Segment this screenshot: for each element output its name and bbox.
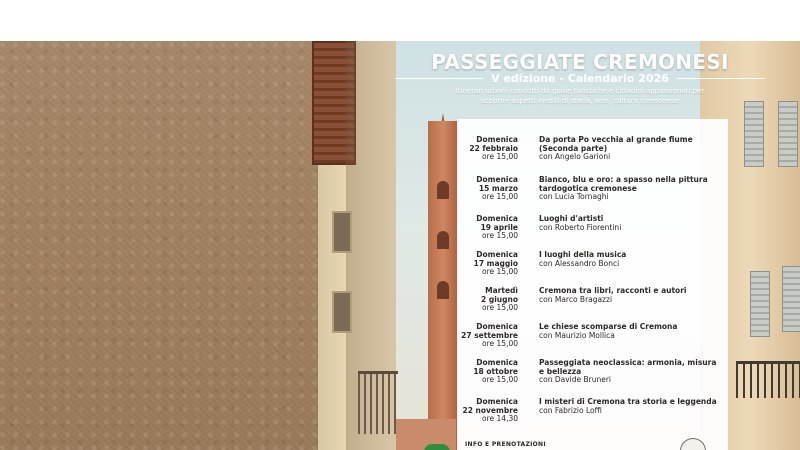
event-day: Martedì bbox=[485, 286, 518, 295]
event-date: 15 marzo bbox=[478, 183, 518, 193]
event-guide: con Marco Bragazzi bbox=[539, 294, 613, 304]
event-guide: con Lucia Tornaghi bbox=[539, 192, 609, 201]
event-details bbox=[539, 251, 719, 268]
balcony-railing bbox=[736, 361, 800, 398]
event-day: Domenica bbox=[476, 135, 518, 144]
torrazzo-tower bbox=[428, 121, 458, 450]
event-date: 18 ottobre bbox=[473, 366, 518, 376]
event-time: ore 15,00 bbox=[482, 267, 518, 276]
event-details bbox=[539, 176, 719, 202]
event-date: 17 maggio bbox=[473, 258, 518, 268]
event-details bbox=[539, 323, 719, 340]
tower-arch bbox=[437, 231, 449, 249]
event-day: Domenica bbox=[476, 214, 518, 223]
window-shutter bbox=[750, 271, 770, 337]
building-window bbox=[332, 291, 352, 333]
window-shutter bbox=[744, 101, 764, 167]
event-when bbox=[457, 251, 518, 277]
event-details bbox=[539, 215, 719, 232]
event-guide: con Davide Bruneri bbox=[539, 375, 612, 384]
divider-line bbox=[395, 78, 483, 79]
event-time: ore 15,00 bbox=[482, 303, 518, 312]
event-day: Domenica bbox=[476, 322, 518, 331]
event-title: I misteri di Cremona tra storia e leggenda bbox=[539, 397, 717, 406]
event-when bbox=[457, 215, 518, 241]
event-time: ore 15,00 bbox=[482, 339, 518, 348]
event-date: 22 febbraio bbox=[469, 143, 518, 153]
event-time: ore 15,00 bbox=[482, 231, 518, 240]
tower-arch bbox=[437, 181, 449, 199]
event-time: ore 14,30 bbox=[482, 414, 518, 423]
left-building bbox=[318, 41, 396, 450]
event-time: ore 15,00 bbox=[482, 152, 518, 161]
divider-line bbox=[677, 78, 765, 79]
window-shutter bbox=[782, 266, 800, 332]
event-when bbox=[457, 359, 518, 385]
event-guide: con Roberto Fiorentini bbox=[539, 222, 622, 232]
poster-title: PASSEGGIATE CREMONESI bbox=[431, 50, 729, 74]
event-guide: con Alessandro Bonci bbox=[539, 258, 620, 268]
poster-subtitle-row bbox=[395, 70, 765, 86]
event-time: ore 15,00 bbox=[482, 192, 518, 201]
event-when bbox=[457, 287, 518, 313]
building-window bbox=[332, 211, 352, 253]
event-title: I luoghi della musica bbox=[539, 250, 627, 259]
event-date: 27 settembre bbox=[461, 330, 518, 340]
window-shutter bbox=[778, 101, 798, 167]
event-title: Cremona tra libri, racconti e autori bbox=[539, 286, 687, 295]
schedule-card bbox=[457, 119, 728, 450]
poster-intro bbox=[430, 87, 730, 106]
event-time: ore 15,00 bbox=[482, 375, 518, 384]
event-guide: con Angelo Garioni bbox=[539, 152, 611, 161]
event-title: Da porta Po vecchia al grande fiume (Seconda parte) bbox=[539, 135, 693, 153]
event-title: Luoghi d'artisti bbox=[539, 214, 604, 223]
intro-line: Itinerari urbani condotti da guide turistiche e cittadini appassionati per bbox=[455, 87, 705, 95]
sponsor-logo bbox=[424, 444, 450, 450]
poster-subtitle: V edizione - Calendario 2026 bbox=[491, 71, 669, 85]
info-label: INFO E PRENOTAZIONI bbox=[465, 441, 546, 448]
event-date: 22 novembre bbox=[462, 405, 518, 415]
event-when bbox=[457, 323, 518, 349]
event-title: Passeggiata neoclassica: armonia, misura e bellezza bbox=[539, 358, 717, 376]
event-day: Domenica bbox=[476, 397, 518, 406]
event-details bbox=[539, 287, 719, 304]
event-details bbox=[539, 398, 719, 415]
cardboard-texture-panel bbox=[0, 41, 326, 450]
event-date: 2 giugno bbox=[481, 294, 518, 304]
event-guide: con Fabrizio Loffi bbox=[539, 405, 602, 415]
event-title: Bianco, blu e oro: a spasso nella pittura tardogotica cremonese bbox=[539, 175, 708, 193]
event-when bbox=[457, 176, 518, 202]
event-title: Le chiese scomparse di Cremona bbox=[539, 322, 678, 331]
event-when bbox=[457, 136, 518, 162]
event-date: 19 aprile bbox=[480, 222, 518, 232]
event-details bbox=[539, 136, 719, 162]
event-details bbox=[539, 359, 719, 385]
event-when bbox=[457, 398, 518, 424]
intro-line: scoprire aspetti inediti di storia, arte, cultura cremonese bbox=[481, 96, 679, 105]
tower-arch bbox=[437, 281, 449, 299]
event-day: Domenica bbox=[476, 175, 518, 184]
event-guide: con Maurizio Mollica bbox=[539, 330, 615, 340]
event-day: Domenica bbox=[476, 358, 518, 367]
event-day: Domenica bbox=[476, 250, 518, 259]
balcony-railing bbox=[358, 371, 398, 434]
